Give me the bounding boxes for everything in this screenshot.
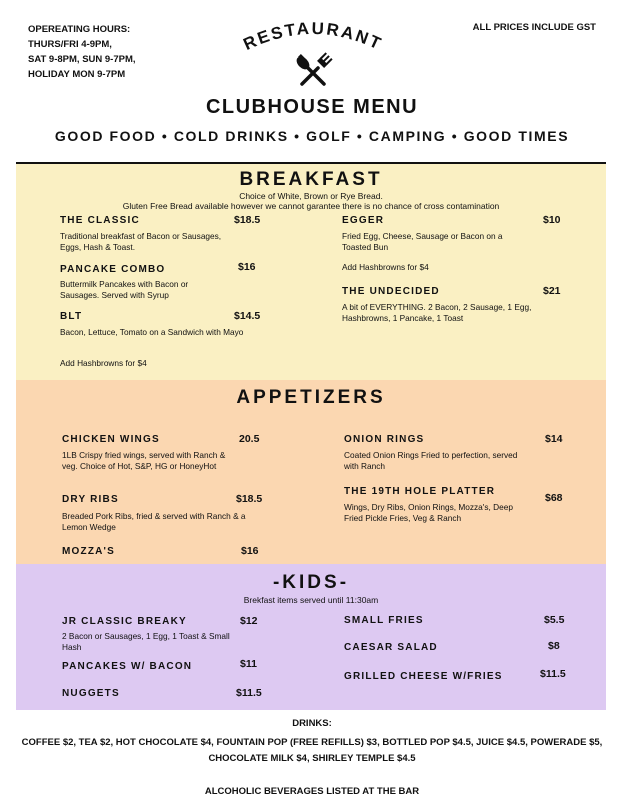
menu-item-name: PANCAKES W/ BACON — [62, 661, 193, 672]
section-title: BREAKFAST — [239, 169, 383, 190]
menu-item-price: 20.5 — [239, 433, 260, 445]
menu-item-price: $16 — [238, 261, 256, 273]
hours-line: THURS/FRI 4-9PM, — [28, 39, 112, 50]
menu-item-price: $10 — [543, 214, 561, 226]
menu-item-price: $11.5 — [236, 687, 262, 699]
section-title: -KIDS- — [272, 572, 350, 593]
section-subtitle: Gluten Free Bread available however we cannot garantee there is no chance of cross contamination — [122, 201, 500, 211]
menu-item-name: BLT — [60, 311, 83, 322]
section-subtitle: Choice of White, Brown or Rye Bread. — [239, 191, 383, 201]
menu-item-description: Fried Egg, Cheese, Sausage or Bacon on a Toasted Bun — [342, 231, 503, 252]
menu-item-name: PANCAKE COMBO — [60, 264, 166, 275]
hours-line: OPEREATING HOURS: — [28, 24, 131, 35]
menu-item-price: $8 — [548, 640, 560, 652]
alcohol-note: ALCOHOLIC BEVERAGES LISTED AT THE BAR — [204, 786, 420, 797]
menu-item-name: THE 19TH HOLE PLATTER — [344, 486, 496, 497]
menu-item-name: THE CLASSIC — [60, 215, 140, 226]
menu-item-price: $21 — [543, 285, 561, 297]
tagline: GOOD FOOD • COLD DRINKS • GOLF • CAMPING • GOOD TIMES — [54, 128, 570, 144]
fork-spoon-icon — [294, 52, 332, 84]
drinks-list: COFFEE $2, TEA $2, HOT CHOCOLATE $4, FOUNTAIN POP (FREE REFILLS) $3, BOTTLED POP $4.5, JUICE $4.5, POWERADE $5, — [21, 737, 603, 748]
menu-item-name: THE UNDECIDED — [342, 286, 440, 297]
menu-item-price: $11 — [240, 658, 257, 670]
menu-item-price: $18.5 — [236, 493, 263, 505]
menu-title: CLUBHOUSE MENU — [205, 96, 419, 118]
menu-item-price: $5.5 — [544, 614, 565, 626]
menu-item-name: GRILLED CHEESE W/FRIES — [344, 671, 503, 682]
menu-item-price: $12 — [240, 615, 258, 627]
menu-item-description: A bit of EVERYTHING. 2 Bacon, 2 Sausage, 1 Egg, Hashbrowns, 1 Pancake, 1 Toast — [342, 302, 532, 323]
menu-item-name: MOZZA'S — [62, 546, 115, 557]
menu-item-name: CHICKEN WINGS — [62, 434, 160, 445]
operating-hours — [28, 22, 136, 82]
menu-item-price: $68 — [545, 492, 563, 504]
menu-item-name: CAESAR SALAD — [344, 642, 438, 653]
section-subtitle: Brekfast items served until 11:30am — [243, 595, 379, 605]
menu-item-name: SMALL FRIES — [344, 615, 424, 626]
menu-item-description: 2 Bacon or Sausages, 1 Egg, 1 Toast & Small Hash — [62, 631, 230, 652]
logo-text: RESTAURANT — [240, 20, 386, 55]
menu-item-description: Traditional breakfast of Bacon or Sausages, Eggs, Hash & Toast. — [60, 231, 222, 252]
drinks-title: DRINKS: — [292, 718, 332, 729]
hours-line: SAT 9-8PM, SUN 9-7PM, — [28, 54, 136, 65]
addon-note: Add Hashbrowns for $4 — [60, 358, 147, 368]
hours-line: HOLIDAY MON 9-7PM — [28, 69, 126, 80]
menu-item-description: 1LB Crispy fried wings, served with Ranch & veg. Choice of Hot, S&P, HG or HoneyHot — [62, 450, 226, 471]
menu-item-name: JR CLASSIC BREAKY — [62, 616, 187, 627]
gst-note: ALL PRICES INCLUDE GST — [472, 22, 596, 33]
menu-item-price: $11.5 — [540, 668, 566, 680]
menu-item-price: $14.5 — [234, 310, 261, 322]
menu-item-name: EGGER — [342, 215, 385, 226]
menu-item-description: Bacon, Lettuce, Tomato on a Sandwich with Mayo — [60, 327, 244, 337]
menu-item-name: NUGGETS — [62, 688, 120, 699]
menu-item-description: Breaded Pork Ribs, fried & served with Ranch & a Lemon Wedge — [62, 511, 246, 532]
restaurant-logo — [232, 20, 394, 92]
svg-text:RESTAURANT — [241, 20, 386, 54]
menu-item-price: $18.5 — [234, 214, 261, 226]
menu-item-name: DRY RIBS — [62, 494, 119, 505]
addon-note: Add Hashbrowns for $4 — [342, 262, 429, 272]
appetizers-section — [16, 380, 606, 564]
menu-item-price: $14 — [545, 433, 563, 445]
breakfast-section — [16, 164, 606, 380]
kids-section — [16, 564, 606, 710]
menu-item-name: ONION RINGS — [344, 434, 425, 445]
menu-item-price: $16 — [241, 545, 259, 557]
menu-item-description: Buttermilk Pancakes with Bacon or Sausages. Served with Syrup — [60, 279, 189, 300]
section-title: APPETIZERS — [236, 387, 386, 408]
drinks-list: CHOCOLATE MILK $4, SHIRLEY TEMPLE $4.5 — [208, 753, 416, 764]
menu-item-description: Coated Onion Rings Fried to perfection, served with Ranch — [344, 450, 518, 471]
menu-item-description: Wings, Dry Ribs, Onion Rings, Mozza's, Deep Fried Pickle Fries, Veg & Ranch — [344, 502, 513, 523]
